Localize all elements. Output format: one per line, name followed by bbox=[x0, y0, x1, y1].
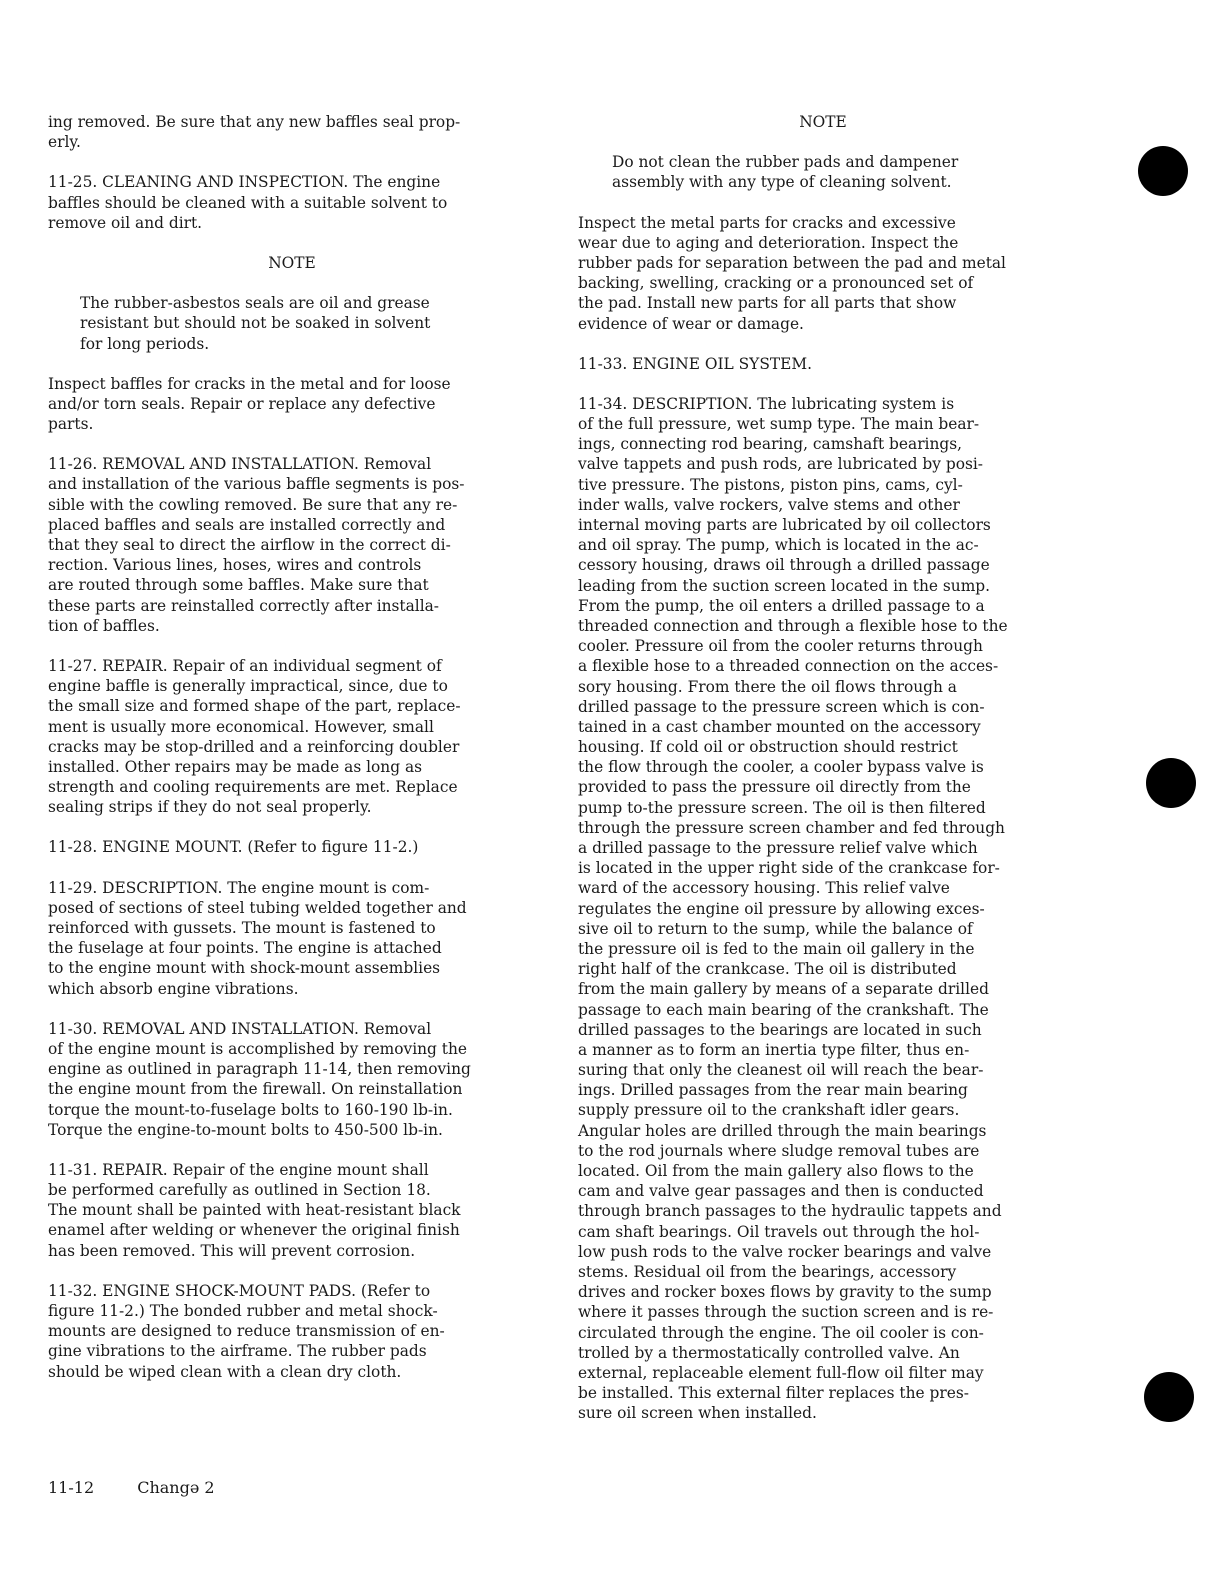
text-line: right half of the crankcase. The oil is distributed bbox=[578, 960, 957, 979]
right-column bbox=[578, 112, 1068, 1443]
text-line: engine as outlined in paragraph 11-14, then removing bbox=[48, 1060, 471, 1079]
page-footer bbox=[48, 1478, 253, 1497]
text-line: inder walls, valve rockers, valve stems and other bbox=[578, 495, 960, 514]
text-line: erly. bbox=[48, 133, 81, 152]
text-line: internal moving parts are lubricated by oil collectors bbox=[578, 516, 991, 535]
text-line: these parts are reinstalled correctly after installa- bbox=[48, 596, 440, 615]
paragraph-engine-mount bbox=[48, 837, 536, 857]
text-line: through the pressure screen chamber and fed through bbox=[578, 818, 1005, 837]
text-line: cessory housing, draws oil through a drilled passage bbox=[578, 556, 990, 575]
text-line: drives and rocker boxes flows by gravity to the sump bbox=[578, 1283, 992, 1302]
text-line: installed. Other repairs may be made as long as bbox=[48, 757, 423, 776]
text-line: 11-29. DESCRIPTION. The engine mount is com- bbox=[48, 878, 430, 897]
text-line: sive oil to return to the sump, while the balance of bbox=[578, 919, 973, 938]
text-line: to the rod journals where sludge removal tubes are bbox=[578, 1141, 980, 1160]
change-label: Changə 2 bbox=[137, 1478, 215, 1497]
text-line: should be wiped clean with a clean dry cloth. bbox=[48, 1362, 402, 1381]
text-line: of the full pressure, wet sump type. The main bear- bbox=[578, 415, 980, 434]
text-line: resistant but should not be soaked in solvent bbox=[80, 314, 431, 333]
text-line: be installed. This external filter replaces the pres- bbox=[578, 1384, 969, 1403]
text-line: suring that only the cleanest oil will reach the bear- bbox=[578, 1061, 984, 1080]
text-line: wear due to aging and deterioration. Inspect the bbox=[578, 233, 959, 252]
paragraph-engine-oil-system bbox=[578, 354, 1068, 374]
text-line: strength and cooling requirements are met. Replace bbox=[48, 778, 458, 797]
page-number: 11-12 bbox=[48, 1478, 95, 1497]
text-line: has been removed. This will prevent corrosion. bbox=[48, 1241, 416, 1260]
text-line: figure 11-2.) The bonded rubber and metal shock- bbox=[48, 1302, 438, 1321]
text-line: 11-25. CLEANING AND INSPECTION. The engine bbox=[48, 173, 441, 192]
text-line: placed baffles and seals are installed correctly and bbox=[48, 515, 446, 534]
text-line: Inspect the metal parts for cracks and excessive bbox=[578, 213, 956, 232]
text-line: ings, connecting rod bearing, camshaft bearings, bbox=[578, 435, 963, 454]
text-line: the engine mount from the firewall. On reinstallation bbox=[48, 1080, 463, 1099]
text-line: sory housing. From there the oil flows through a bbox=[578, 677, 957, 696]
text-line: baffles should be cleaned with a suitable solvent to bbox=[48, 193, 448, 212]
paragraph-mount-removal-and-installation bbox=[48, 1019, 536, 1140]
text-line: passage to each main bearing of the crankshaft. The bbox=[578, 1000, 989, 1019]
paragraph bbox=[48, 112, 536, 152]
text-line: be performed carefully as outlined in Section 18. bbox=[48, 1181, 431, 1200]
binder-hole bbox=[1146, 758, 1196, 808]
text-line: 11-28. ENGINE MOUNT. (Refer to figure 11-2.) bbox=[48, 838, 419, 857]
text-line: external, replaceable element full-flow oil filter may bbox=[578, 1363, 984, 1382]
paragraph-removal-and-installation bbox=[48, 454, 536, 636]
text-line: the fuselage at four points. The engine is attached bbox=[48, 939, 442, 958]
text-line: tion of baffles. bbox=[48, 616, 160, 635]
note-heading: NOTE bbox=[799, 113, 847, 131]
text-line: threaded connection and through a flexible hose to the bbox=[578, 616, 1008, 635]
text-line: and oil spray. The pump, which is located in the ac- bbox=[578, 536, 979, 555]
note-body bbox=[578, 152, 1068, 192]
text-line: located. Oil from the main gallery also flows to the bbox=[578, 1162, 974, 1181]
text-line: which absorb engine vibrations. bbox=[48, 979, 299, 998]
text-line: cam and valve gear passages and then is conducted bbox=[578, 1182, 984, 1201]
text-line: ings. Drilled passages from the rear main bearing bbox=[578, 1081, 968, 1100]
paragraph-repair bbox=[48, 656, 536, 818]
text-line: housing. If cold oil or obstruction should restrict bbox=[578, 738, 958, 757]
text-line: 11-26. REMOVAL AND INSTALLATION. Removal bbox=[48, 455, 432, 474]
text-line: circulated through the engine. The oil cooler is con- bbox=[578, 1323, 984, 1342]
text-line: From the pump, the oil enters a drilled passage to a bbox=[578, 596, 985, 615]
text-line: sure oil screen when installed. bbox=[578, 1404, 817, 1423]
text-line: The mount shall be painted with heat-resistant black bbox=[48, 1201, 461, 1220]
text-line: sealing strips if they do not seal properly. bbox=[48, 798, 372, 817]
text-line: ward of the accessory housing. This relief valve bbox=[578, 879, 950, 898]
text-line: ing removed. Be sure that any new baffles seal prop- bbox=[48, 113, 461, 131]
text-line: and/or torn seals. Repair or replace any defective bbox=[48, 394, 436, 413]
text-line: pump to-the pressure screen. The oil is then filtered bbox=[578, 798, 986, 817]
text-line: 11-34. DESCRIPTION. The lubricating system is bbox=[578, 394, 955, 413]
text-line: backing, swelling, cracking or a pronounced set of bbox=[578, 274, 974, 293]
text-line: tained in a cast chamber mounted on the accessory bbox=[578, 717, 981, 736]
note-heading: NOTE bbox=[268, 253, 316, 272]
text-line: reinforced with gussets. The mount is fastened to bbox=[48, 919, 436, 938]
text-line: cam shaft bearings. Oil travels out through the hol- bbox=[578, 1222, 980, 1241]
text-line: supply pressure oil to the crankshaft idler gears. bbox=[578, 1101, 960, 1120]
text-line: rection. Various lines, hoses, wires and controls bbox=[48, 556, 422, 575]
text-line: to the engine mount with shock-mount assemblies bbox=[48, 959, 441, 978]
text-line: evidence of wear or damage. bbox=[578, 314, 804, 333]
left-column bbox=[48, 112, 536, 1402]
text-line: drilled passage to the pressure screen which is con- bbox=[578, 697, 985, 716]
text-line: the pad. Install new parts for all parts that show bbox=[578, 294, 957, 313]
text-line: the flow through the cooler, a cooler bypass valve is bbox=[578, 758, 984, 777]
text-line: a manner as to form an inertia type filter, thus en- bbox=[578, 1040, 970, 1059]
paragraph-description bbox=[48, 878, 536, 999]
text-line: where it passes through the suction screen and is re- bbox=[578, 1303, 994, 1322]
text-line: is located in the upper right side of the crankcase for- bbox=[578, 859, 1000, 878]
text-line: Angular holes are drilled through the main bearings bbox=[578, 1121, 987, 1140]
paragraph-oil-system-description bbox=[578, 394, 1068, 1424]
text-line: ment is usually more economical. However, small bbox=[48, 717, 434, 736]
text-line: posed of sections of steel tubing welded together and bbox=[48, 898, 467, 917]
text-line: gine vibrations to the airframe. The rubber pads bbox=[48, 1342, 427, 1361]
text-line: trolled by a thermostatically controlled valve. An bbox=[578, 1343, 960, 1362]
text-line: rubber pads for separation between the pad and metal bbox=[578, 253, 1006, 272]
text-line: enamel after welding or whenever the original finish bbox=[48, 1221, 460, 1240]
text-line: that they seal to direct the airflow in the correct di- bbox=[48, 536, 451, 555]
text-line: 11-32. ENGINE SHOCK-MOUNT PADS. (Refer to bbox=[48, 1281, 431, 1300]
text-line: torque the mount-to-fuselage bolts to 160-190 lb-in. bbox=[48, 1100, 453, 1119]
text-line: Do not clean the rubber pads and dampener bbox=[612, 153, 959, 172]
binder-hole bbox=[1144, 1372, 1194, 1422]
text-line: 11-31. REPAIR. Repair of the engine mount shall bbox=[48, 1160, 429, 1179]
text-line: parts. bbox=[48, 415, 94, 434]
text-line: the pressure oil is fed to the main oil gallery in the bbox=[578, 939, 975, 958]
text-line: of the engine mount is accomplished by removing the bbox=[48, 1039, 468, 1058]
text-line: low push rods to the valve rocker bearings and valve bbox=[578, 1242, 992, 1261]
text-line: mounts are designed to reduce transmission of en- bbox=[48, 1322, 445, 1341]
text-line: stems. Residual oil from the bearings, accessory bbox=[578, 1262, 957, 1281]
text-line: cooler. Pressure oil from the cooler returns through bbox=[578, 637, 983, 656]
text-line: sible with the cowling removed. Be sure that any re- bbox=[48, 495, 458, 514]
text-line: 11-33. ENGINE OIL SYSTEM. bbox=[578, 354, 813, 373]
binder-hole bbox=[1138, 146, 1188, 196]
text-line: cracks may be stop-drilled and a reinforcing doubler bbox=[48, 737, 460, 756]
text-line: The rubber-asbestos seals are oil and grease bbox=[80, 294, 430, 313]
text-line: assembly with any type of cleaning solvent. bbox=[612, 173, 952, 192]
text-line: drilled passages to the bearings are located in such bbox=[578, 1020, 982, 1039]
paragraph-mount-repair bbox=[48, 1160, 536, 1261]
text-line: are routed through some baffles. Make sure that bbox=[48, 576, 429, 595]
text-line: engine baffle is generally impractical, since, due to bbox=[48, 677, 448, 696]
text-line: 11-30. REMOVAL AND INSTALLATION. Removal bbox=[48, 1019, 432, 1038]
paragraph-cleaning-and-inspection bbox=[48, 172, 536, 233]
text-line: the small size and formed shape of the part, replace- bbox=[48, 697, 461, 716]
text-line: tive pressure. The pistons, piston pins, cams, cyl- bbox=[578, 475, 963, 494]
text-line: a drilled passage to the pressure relief valve which bbox=[578, 839, 978, 858]
note-body bbox=[48, 293, 536, 354]
text-line: and installation of the various baffle segments is pos- bbox=[48, 475, 465, 494]
text-line: regulates the engine oil pressure by allowing exces- bbox=[578, 899, 985, 918]
text-line: remove oil and dirt. bbox=[48, 213, 203, 232]
paragraph-shock-mount-pads bbox=[48, 1281, 536, 1382]
text-line: for long periods. bbox=[80, 334, 210, 353]
text-line: a flexible hose to a threaded connection on the acces- bbox=[578, 657, 999, 676]
text-line: Inspect baffles for cracks in the metal and for loose bbox=[48, 374, 451, 393]
text-line: provided to pass the pressure oil directly from the bbox=[578, 778, 971, 797]
text-line: 11-27. REPAIR. Repair of an individual segment of bbox=[48, 656, 442, 675]
text-line: through branch passages to the hydraulic tappets and bbox=[578, 1202, 1002, 1221]
paragraph-inspect-metal-parts bbox=[578, 213, 1068, 334]
text-line: from the main gallery by means of a separate drilled bbox=[578, 980, 989, 999]
text-line: leading from the suction screen located in the sump. bbox=[578, 576, 991, 595]
paragraph bbox=[48, 374, 536, 435]
text-line: valve tappets and push rods, are lubricated by posi- bbox=[578, 455, 984, 474]
text-line: Torque the engine-to-mount bolts to 450-500 lb-in. bbox=[48, 1120, 443, 1139]
